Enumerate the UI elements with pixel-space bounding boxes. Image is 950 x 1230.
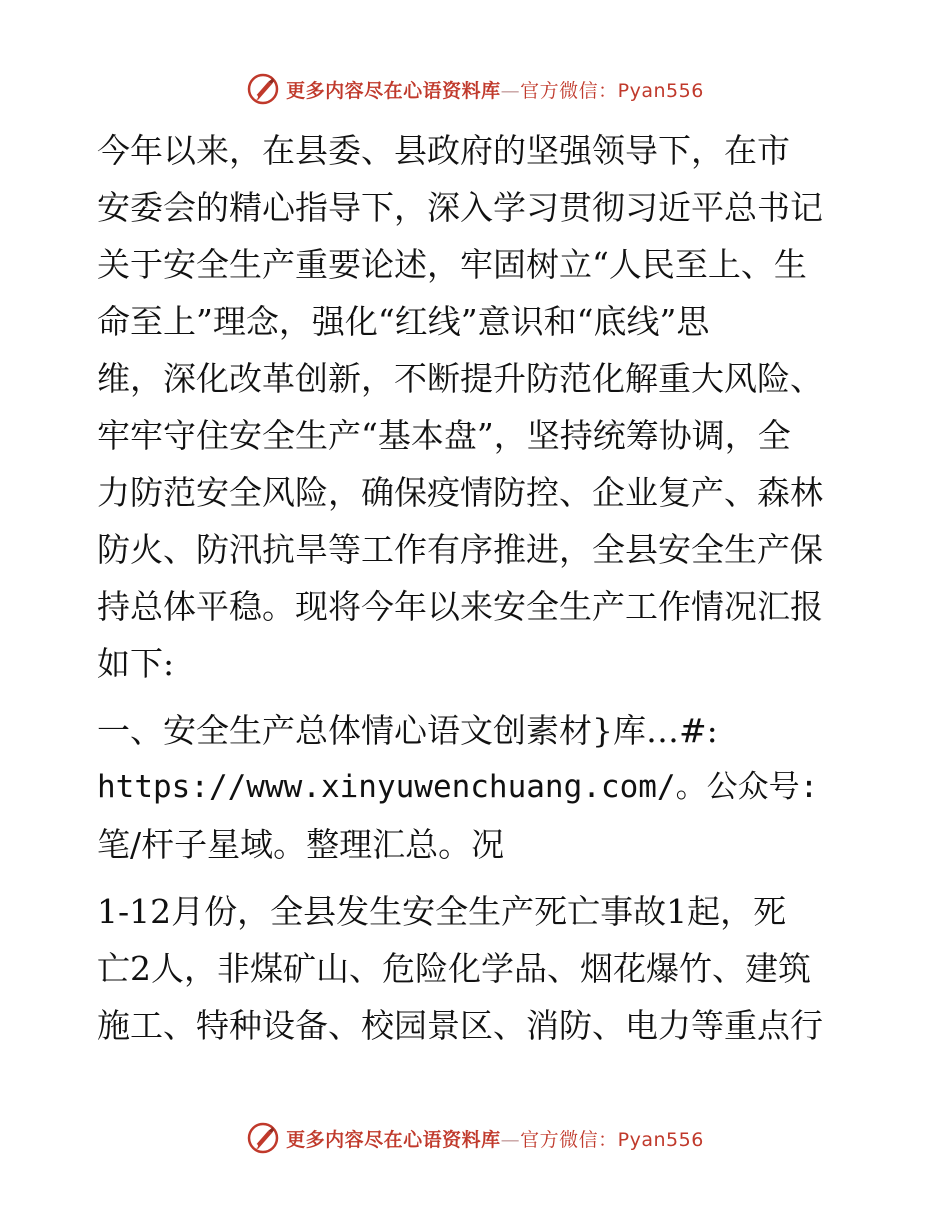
header-brand-text: 更多内容尽在心语资料库 [286, 79, 501, 102]
text-line: 力防范安全风险，确保疫情防控、企业复产、森林 [97, 473, 823, 512]
text-line: 施工、特种设备、校园景区、消防、电力等重点行 [97, 1006, 823, 1045]
header-banner-text [286, 76, 704, 103]
text-line: 命至上”理念，强化“红线”意识和“底线”思 [97, 302, 710, 341]
quill-logo-icon [246, 1121, 280, 1155]
footer-watermark-banner [0, 1113, 950, 1163]
header-wechat-text: 官方微信：Pyan556 [520, 79, 704, 102]
accident-paragraph [97, 883, 857, 1054]
text-line: 维，深化改革创新，不断提升防范化解重大风险、 [97, 359, 823, 398]
footer-banner-text [286, 1125, 704, 1152]
url-line: https://www.xinyuwenchuang.com/。公众号: [97, 769, 819, 805]
text-line: 如下: [97, 644, 175, 683]
section-heading [97, 702, 857, 873]
text-line: 亡2人，非煤矿山、危险化学品、烟花爆竹、建筑 [97, 949, 811, 988]
text-line: 防火、防汛抗旱等工作有序推进，全县安全生产保 [97, 530, 823, 569]
text-line: 安委会的精心指导下，深入学习贯彻习近平总书记 [97, 188, 823, 227]
text-line: 持总体平稳。现将今年以来安全生产工作情况汇报 [97, 587, 823, 626]
footer-wechat-text: 官方微信：Pyan556 [520, 1128, 704, 1151]
document-body [97, 122, 857, 1054]
intro-paragraph [97, 122, 857, 692]
text-line: 关于安全生产重要论述，牢固树立“人民至上、生 [97, 245, 807, 284]
text-line: 笔/杆子星域。整理汇总。况 [97, 825, 505, 864]
text-line: 牢牢守住安全生产“基本盘”，坚持统筹协调，全 [97, 416, 791, 455]
text-line: 今年以来，在县委、县政府的坚强领导下，在市 [97, 131, 790, 170]
footer-separator: — [500, 1128, 521, 1151]
text-line: 1-12月份，全县发生安全生产死亡事故1起，死 [97, 892, 787, 931]
header-separator: — [500, 79, 521, 102]
footer-brand-text: 更多内容尽在心语资料库 [286, 1128, 501, 1151]
header-watermark-banner [0, 64, 950, 114]
text-line: 一、安全生产总体情心语文创素材}库…#: [97, 711, 718, 750]
quill-logo-icon [246, 72, 280, 106]
